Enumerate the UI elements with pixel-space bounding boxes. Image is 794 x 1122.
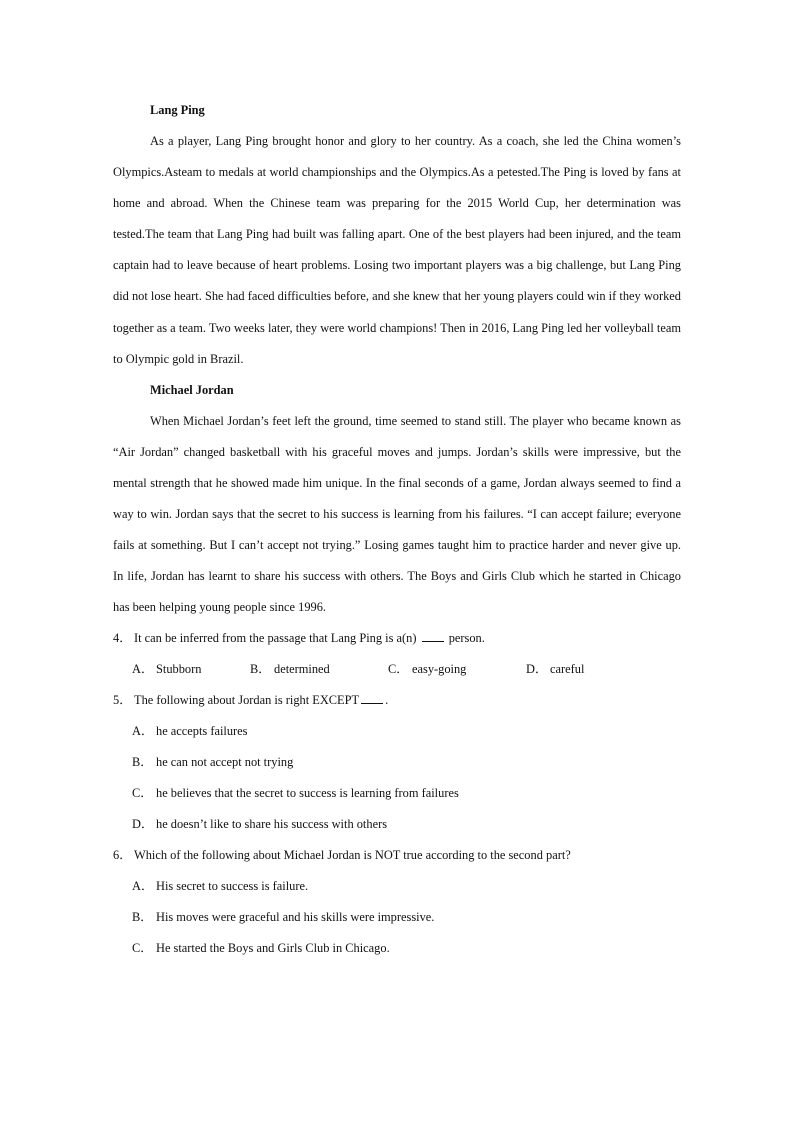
section-heading-michael-jordan: Michael Jordan [150, 382, 234, 397]
option-letter: C． [132, 786, 153, 801]
question-stem: It can be inferred from the passage that Lang Ping is a(n) [134, 631, 417, 646]
option-text: He started the Boys and Girls Club in Chicago. [156, 941, 390, 956]
option-letter: A． [132, 662, 154, 677]
passage-lang-ping: As a player, Lang Ping brought honor and glory to her country. As a coach, she led the China women’s Olympics.Asteam to medals at world championships and the Olympics.As a petested.The Ping is loved by fans at home and abroad. When the Chinese team was preparing for the 2015 World Cup, her determination was tested.The team that Lang Ping had built was falling apart. One of the best players had been injured, and the team captain had to leave because of heart problems. Losing two important players was a big challenge, but Lang Ping did not lose heart. She had faced difficulties before, and she knew that her young players could win if they worked together as a team. Two weeks later, they were world champions! Then in 2016, Lang Ping led her volleyball team to Olympic gold in Brazil. [113, 134, 681, 366]
question-stem: The following about Jordan is right EXCEPT [134, 693, 360, 708]
option-d [526, 654, 584, 685]
option-letter: A． [132, 879, 154, 894]
option-text: Stubborn [156, 662, 202, 677]
question-4-options [113, 654, 681, 685]
option-c [113, 933, 681, 964]
option-letter: C． [132, 941, 153, 956]
option-a [113, 716, 681, 747]
question-number: 5． [113, 693, 132, 708]
option-letter: B． [250, 662, 271, 677]
option-c [388, 654, 526, 685]
option-d [113, 809, 681, 840]
option-text: careful [550, 662, 585, 677]
option-letter: C． [388, 662, 409, 677]
option-text: he can not accept not trying [156, 755, 294, 770]
option-b [113, 902, 681, 933]
option-a [132, 654, 250, 685]
question-stem: Which of the following about Michael Jordan is NOT true according to the second part? [134, 848, 571, 863]
section-heading-lang-ping: Lang Ping [150, 103, 205, 117]
option-text: easy-going [412, 662, 467, 677]
option-letter: D． [526, 662, 548, 677]
option-a [113, 871, 681, 902]
question-stem-end: person. [448, 631, 485, 646]
option-letter: A． [132, 724, 154, 739]
question-stem-end: . [385, 693, 389, 708]
answer-blank [422, 631, 444, 642]
option-text: he accepts failures [156, 724, 248, 739]
question-4 [113, 623, 681, 654]
passage-michael-jordan: When Michael Jordan’s feet left the ground, time seemed to stand still. The player who became known as “Air Jordan” changed basketball with his graceful moves and jumps. Jordan’s skills were impressive, but the mental strength that he showed made him unique. In the final seconds of a game, Jordan always seemed to find a way to win. Jordan says that the secret to his success is learning from his failures. “I can accept failure; everyone fails at something. But I can’t accept not trying.” Losing games taught him to practice harder and never give up. In life, Jordan has learnt to share his success with others. The Boys and Girls Club which he started in Chicago has been helping young people since 1996. [113, 413, 681, 615]
option-text: His secret to success is failure. [156, 879, 309, 894]
option-text: His moves were graceful and his skills were impressive. [156, 910, 435, 925]
option-letter: B． [132, 910, 153, 925]
document-content [113, 95, 681, 964]
question-6 [113, 840, 681, 871]
option-letter: D． [132, 817, 154, 832]
option-text: he believes that the secret to success is learning from failures [156, 786, 459, 801]
option-text: determined [274, 662, 330, 677]
question-number: 4． [113, 631, 132, 646]
option-b [113, 747, 681, 778]
option-letter: B． [132, 755, 153, 770]
question-5 [113, 685, 681, 716]
option-text: he doesn’t like to share his success with others [156, 817, 388, 832]
question-number: 6． [113, 848, 132, 863]
answer-blank [361, 693, 383, 704]
option-b [250, 654, 388, 685]
option-c [113, 778, 681, 809]
